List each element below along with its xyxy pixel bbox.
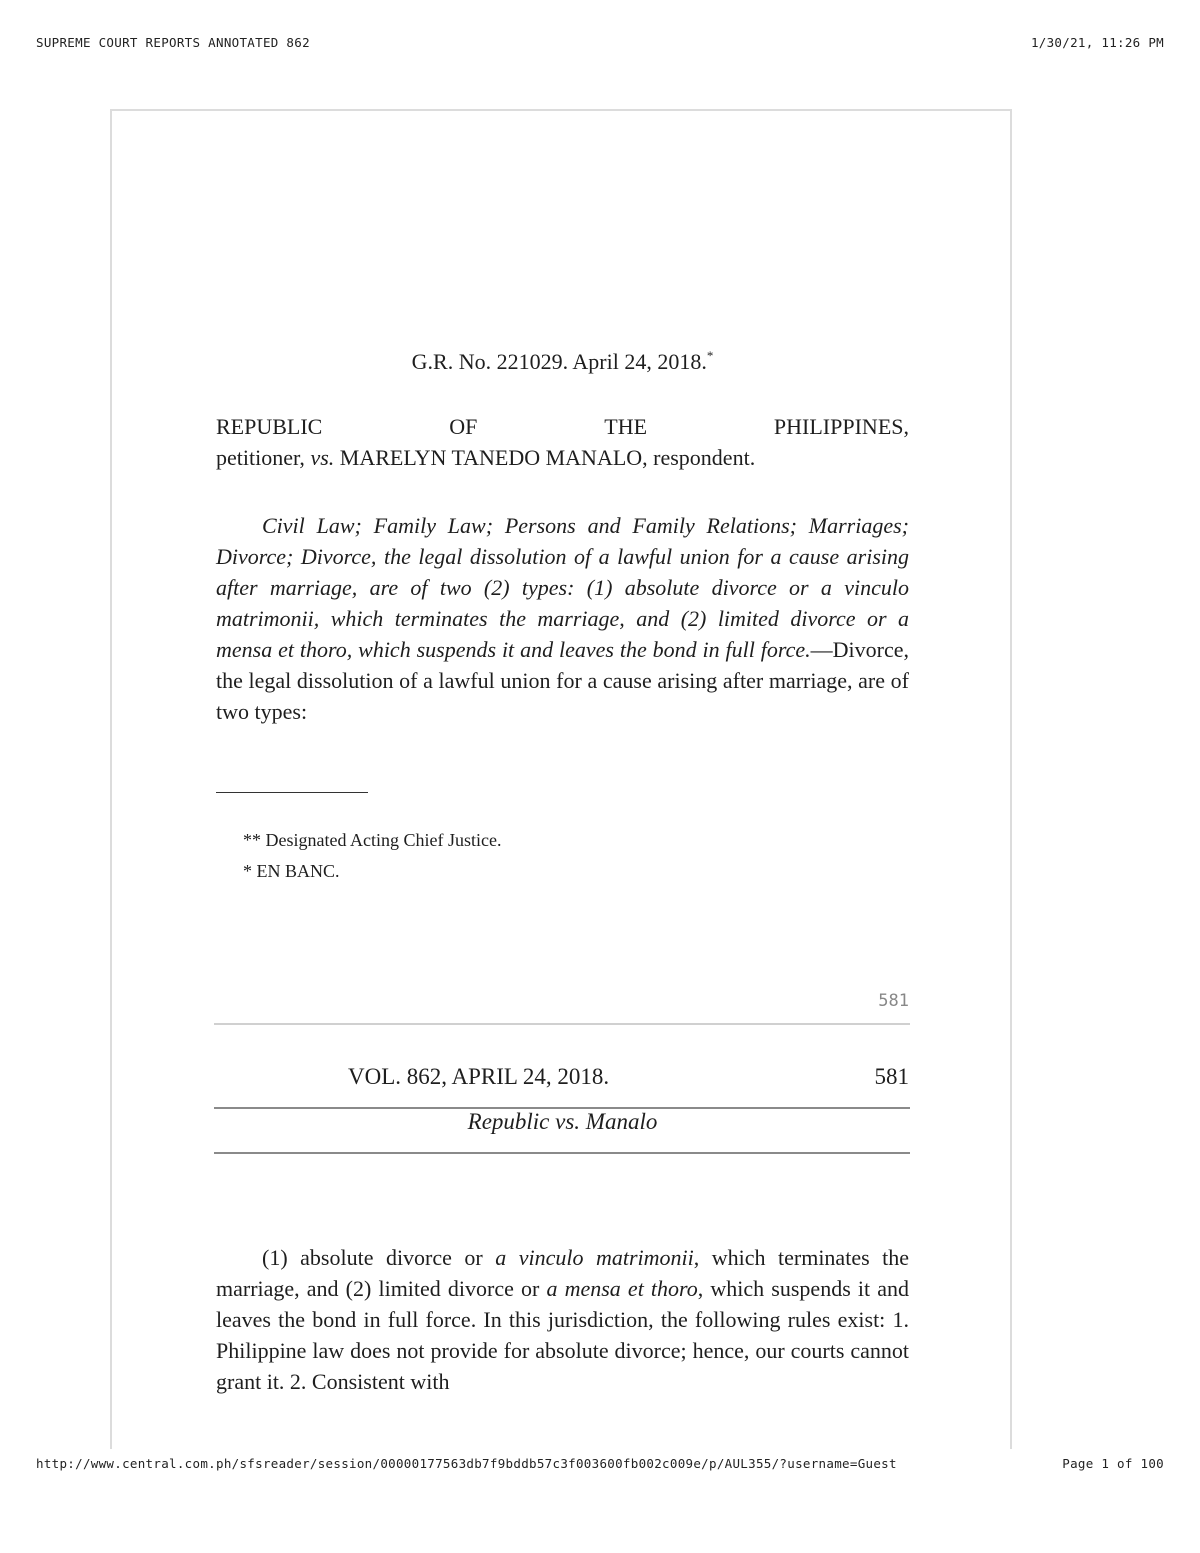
parties-line-2 [216, 442, 909, 473]
parties-line-1 [216, 411, 909, 442]
latin-term: a vinculo matrimonii [495, 1245, 694, 1270]
page-marker: 581 [878, 991, 909, 1011]
versus-label: vs. [310, 445, 335, 470]
syllabus-keywords: Civil Law; Family Law; Persons and Family Relations; Marriages; Divorce; Divorce, the legal dissolution of a lawful union for a cause arising after marriage, are of two (2) types: (1) absolute divorce or a vinculo matrimonii, which terminates the marriage, and (2) limited divorce or a mensa et thoro, which suspends it and leaves the bond in full force. [216, 513, 909, 662]
syllabus-paragraph [216, 510, 909, 727]
party-word: THE [604, 414, 648, 439]
case-parties [216, 411, 909, 473]
petitioner-label: petitioner, [216, 445, 311, 470]
body-text-segment: , which terminates the marriage, and (2) limited divorce or [216, 1245, 910, 1301]
party-word: PHILIPPINES, [773, 414, 909, 439]
print-footer [36, 1456, 1164, 1471]
footnote-item: * EN BANC. [243, 861, 340, 881]
volume-label: VOL. 862, APRIL 24, 2018. [348, 1064, 610, 1089]
latin-term: a mensa et thoro [546, 1276, 698, 1301]
page-separator [214, 1023, 910, 1025]
footnotes [243, 825, 501, 887]
case-number-footnote-mark: * [706, 348, 714, 363]
party-word: REPUBLIC [216, 414, 323, 439]
case-number-text: G.R. No. 221029. April 24, 2018. [411, 349, 707, 374]
running-head-rule-bottom [214, 1152, 910, 1154]
page-number: 581 [874, 1064, 909, 1089]
print-header-timestamp: 1/30/21, 11:26 PM [1030, 35, 1164, 50]
body-text-segment: (1) absolute divorce or [262, 1245, 496, 1270]
print-page-count: Page 1 of 100 [1062, 1456, 1164, 1471]
syllabus-text: —Divorce, the legal dissolution of a lawful union for a cause arising after marriage, are of two types: [216, 637, 909, 724]
body-text-segment: , which suspends it and leaves the bond in full force. In this jurisdiction, the following rules exist: 1. Philippine law does not provide for absolute divorce; hence, our courts cannot grant it. 2. Consistent with [216, 1276, 909, 1394]
body-paragraph [216, 1242, 909, 1397]
footnote-divider [216, 792, 368, 793]
respondent-label: MARELYN TANEDO MANALO, respondent. [334, 445, 756, 470]
source-url: http://www.central.com.ph/sfsreader/session/00000177563db7f9bddb57c3f003600fb002c009e/p/AUL355/?username=Guest [36, 1456, 897, 1471]
footnote-item: ** Designated Acting Chief Justice. [243, 830, 502, 850]
case-number [216, 348, 909, 375]
case-short-title: Republic vs. Manalo [467, 1109, 658, 1134]
party-word: OF [449, 414, 478, 439]
print-header [36, 35, 1164, 50]
print-header-title: SUPREME COURT REPORTS ANNOTATED 862 [36, 35, 310, 50]
